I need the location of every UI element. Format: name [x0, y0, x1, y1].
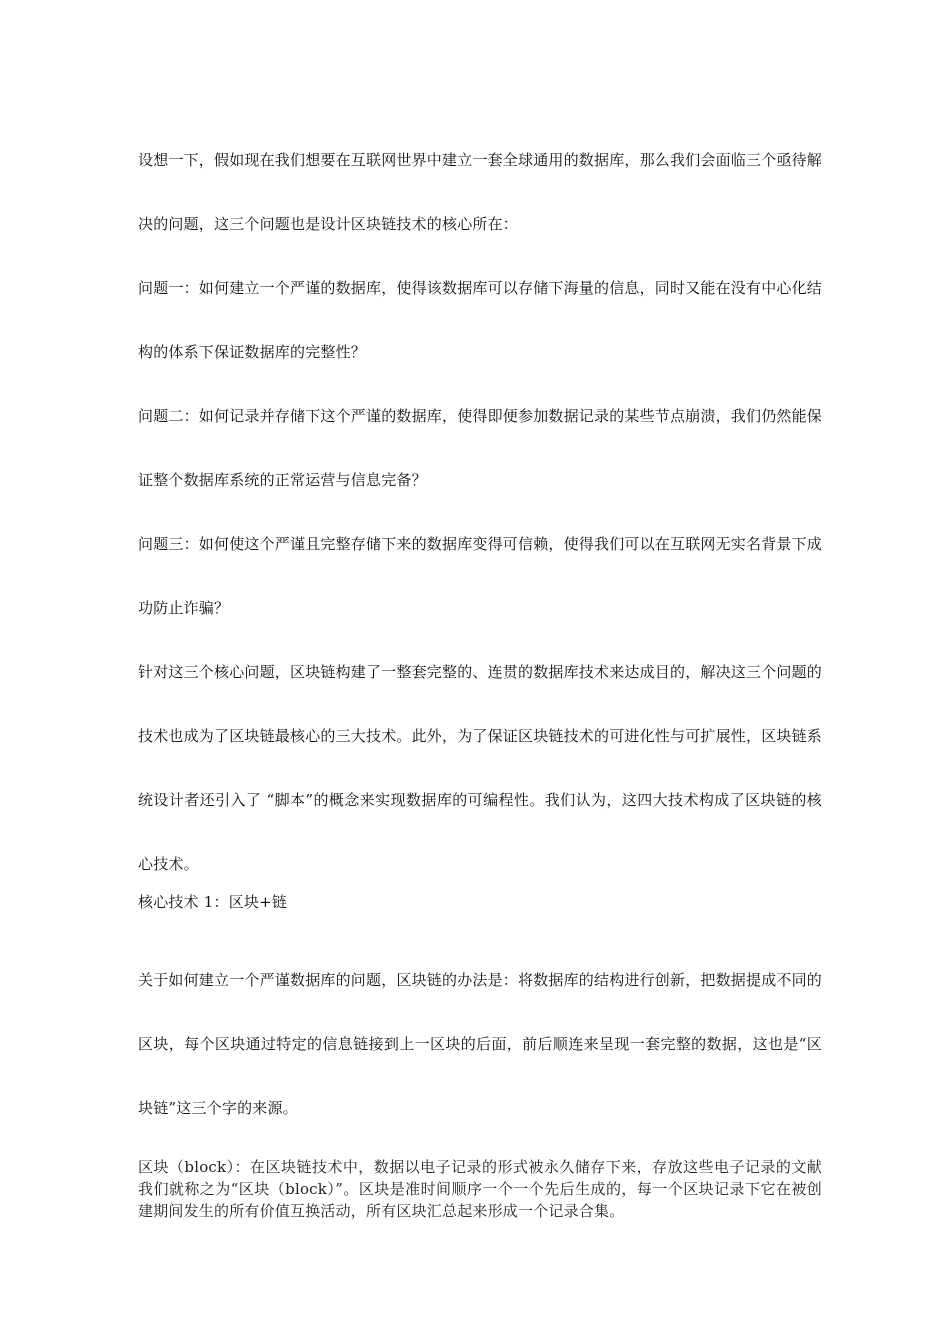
- section-heading: 核心技术 1：区块+链: [138, 893, 288, 911]
- intro-paragraph: 设想一下，假如现在我们想要在互联网世界中建立一套全球通用的数据库，那么我们会面临三个亟待解决的问题，这三个问题也是设计区块链技术的核心所在：: [138, 151, 823, 233]
- question-three-paragraph: 问题三：如何使这个严谨且完整存储下来的数据库变得可信赖，使得我们可以在互联网无实名背景下成功防止诈骗？: [138, 535, 823, 617]
- block-definition-paragraph: 区块（block）：在区块链技术中，数据以电子记录的形式被永久储存下来，存放这些电子记录的文献我们就称之为“区块（block）”。区块是准时间顺序一个一个先后生成的，每一个区块记录下它在被创建期间发生的所有价值互换活动，所有区块汇总起来形成一个记录合集。: [138, 1158, 822, 1220]
- core-tech-summary-paragraph: 针对这三个核心问题，区块链构建了一整套完整的、连贯的数据库技术来达成目的，解决这三个问题的技术也成为了区块链最核心的三大技术。此外，为了保证区块链技术的可进化性与可扩展性，区块链系统设计者还引入了 “脚本”的概念来实现数据库的可编程性。我们认为，这四大技术构成了区块链的核心技术。: [138, 663, 823, 873]
- question-one-paragraph: 问题一：如何建立一个严谨的数据库，使得该数据库可以存储下海量的信息，同时又能在没有中心化结构的体系下保证数据库的完整性？: [138, 279, 823, 361]
- question-two-paragraph: 问题二：如何记录并存储下这个严谨的数据库，使得即便参加数据记录的某些节点崩溃，我们仍然能保证整个数据库系统的正常运营与信息完备？: [138, 407, 823, 489]
- block-chain-explanation-paragraph: 关于如何建立一个严谨数据库的问题，区块链的办法是：将数据库的结构进行创新，把数据提成不同的区块，每个区块通过特定的信息链接到上一区块的后面，前后顺连来呈现一套完整的数据，这也是“区块链”这三个字的来源。: [138, 971, 823, 1117]
